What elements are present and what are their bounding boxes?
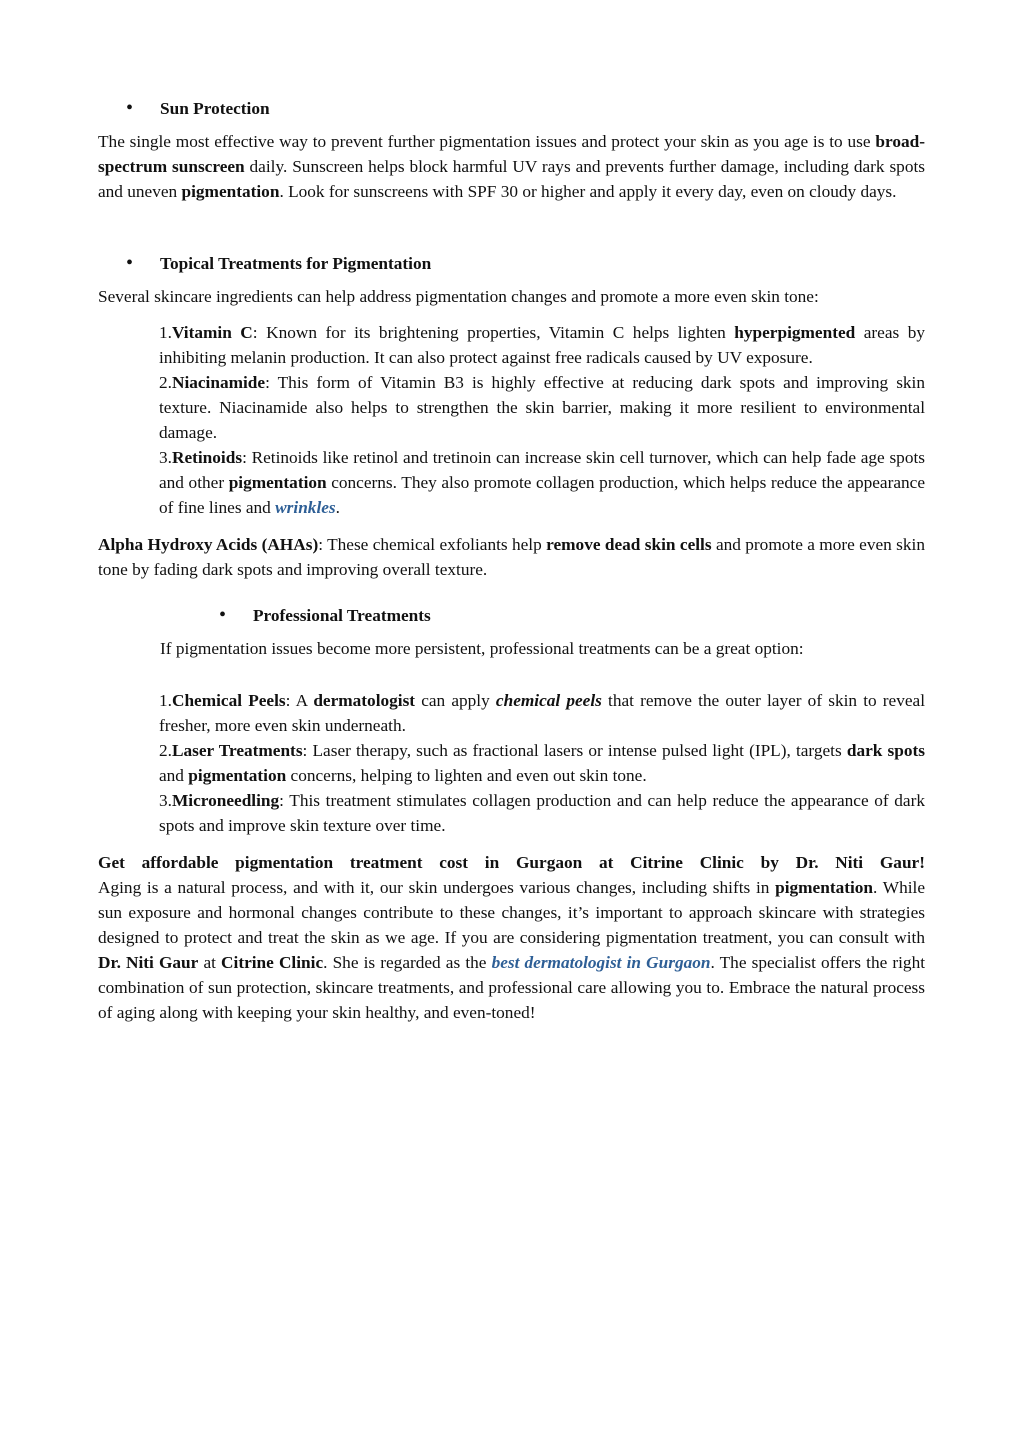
- link-wrinkles[interactable]: wrinkles: [275, 498, 336, 517]
- list-item-microneedling: 3.Microneedling: This treatment stimulates collagen production and can help reduce the appearance of dark spots and improve skin texture over time.: [159, 791, 925, 835]
- link-best-dermatologist-in-gurgaon[interactable]: best dermatologist in Gurgaon: [491, 953, 711, 972]
- bullet-icon: •: [126, 97, 134, 119]
- list-item-retinoids: 3.Retinoids: Retinoids like retinol and tretinoin can increase skin cell turnover, which can help fade age spots and other pigmentation concerns. They also promote collagen production, which helps reduce the appearance of fine lines and wrinkles.: [159, 448, 925, 517]
- paragraph-sun-protection: The single most effective way to prevent further pigmentation issues and protect your skin as you age is to use broad-spectrum sunscreen daily. Sunscreen helps block harmful UV rays and prevents further damage, including dark spots and uneven pigmentation. Look for sunscreens with SPF 30 or higher and apply it every day, even on cloudy days.: [98, 132, 925, 201]
- bullet-icon: •: [219, 604, 227, 626]
- list-item-vitamin-c: 1.Vitamin C: Known for its brightening properties, Vitamin C helps lighten hyperpigmented areas by inhibiting melanin production. It can also protect against free radicals caused by UV exposure.: [159, 323, 925, 367]
- bullet-icon: •: [126, 252, 134, 274]
- list-item-laser-treatments: 2.Laser Treatments: Laser therapy, such as fractional lasers or intense pulsed light (IPL), targets dark spots and pigmentation concerns, helping to lighten and even out skin tone.: [159, 741, 925, 785]
- paragraph-topical-intro: Several skincare ingredients can help address pigmentation changes and promote a more even skin tone:: [98, 287, 819, 306]
- section-heading-topical-treatments: Topical Treatments for Pigmentation: [160, 254, 432, 273]
- list-item-chemical-peels: 1.Chemical Peels: A dermatologist can apply chemical peels that remove the outer layer of skin to reveal fresher, more even skin underneath.: [159, 691, 925, 735]
- paragraph-ahas: Alpha Hydroxy Acids (AHAs): These chemical exfoliants help remove dead skin cells and promote a more even skin tone by fading dark spots and improving overall texture.: [98, 535, 925, 579]
- conclusion-headline: Get affordable pigmentation treatment cost in Gurgaon at Citrine Clinic by Dr. Niti Gaur!: [98, 853, 925, 872]
- list-item-niacinamide: 2.Niacinamide: This form of Vitamin B3 is highly effective at reducing dark spots and improving skin texture. Niacinamide also helps to strengthen the skin barrier, making it more resilient to environmental damage.: [159, 373, 925, 442]
- paragraph-conclusion: Aging is a natural process, and with it, our skin undergoes various changes, including shifts in pigmentation. While sun exposure and hormonal changes contribute to these changes, it’s important to approach skincare with strategies designed to protect and treat the skin as we age. If you are considering pigmentation treatment, you can consult with Dr. Niti Gaur at Citrine Clinic. She is regarded as the best dermatologist in Gurgaon. The specialist offers the right combination of sun protection, skincare treatments, and professional care allowing you to. Embrace the natural process of aging along with keeping your skin healthy, and even-toned!: [98, 878, 926, 1022]
- section-heading-sun-protection: Sun Protection: [160, 99, 270, 118]
- paragraph-professional-intro: If pigmentation issues become more persistent, professional treatments can be a great option:: [160, 639, 804, 658]
- section-heading-professional-treatments: Professional Treatments: [253, 606, 431, 625]
